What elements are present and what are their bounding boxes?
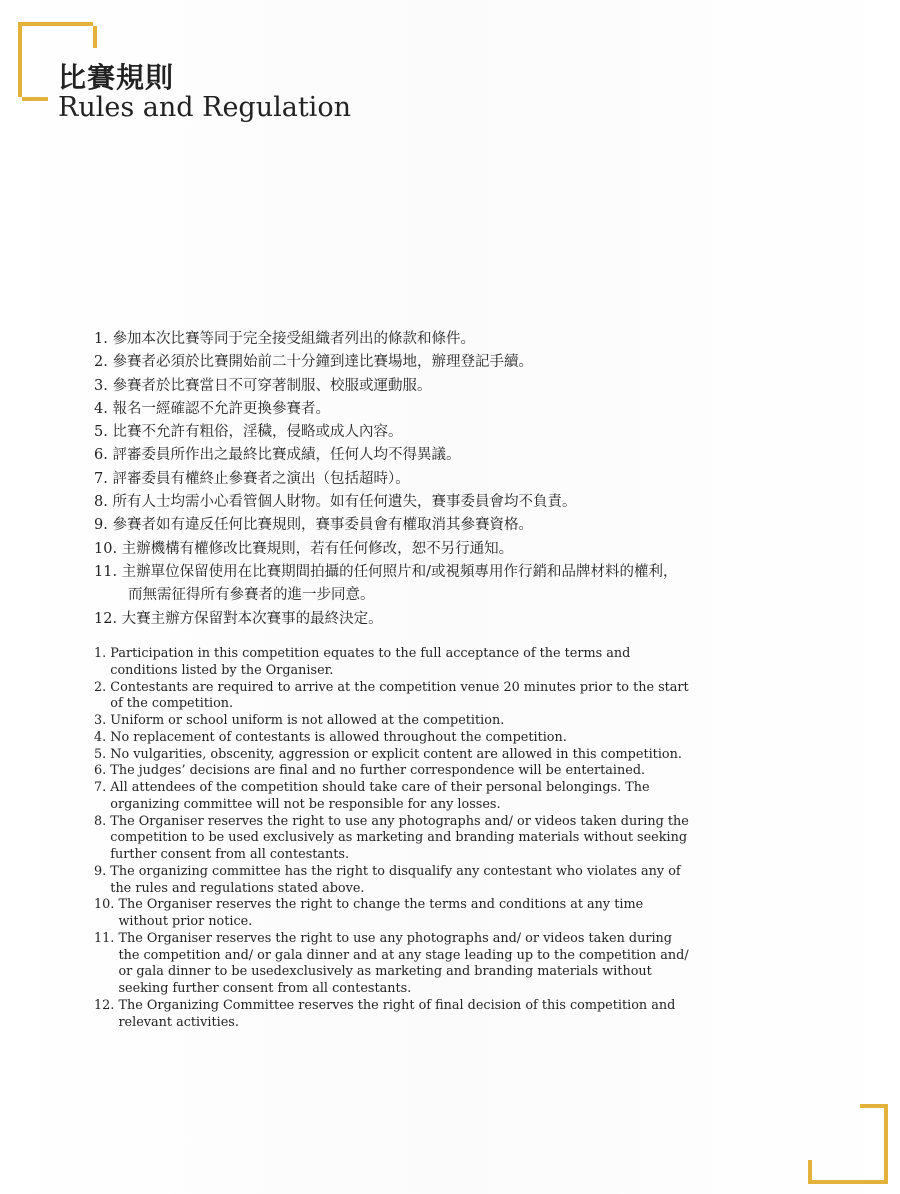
rule-number: 4.: [94, 400, 108, 417]
rule-number: 8.: [94, 494, 108, 511]
rule-zh-item: [94, 444, 854, 467]
rule-text: 主辦單位保留使用在比賽期間拍攝的任何照片和/或視頻專用作行銷和品牌材料的權利，: [121, 563, 678, 580]
rule-number: 9.: [94, 863, 107, 879]
rule-number: 10.: [94, 540, 118, 557]
rule-text: 參賽者必須於比賽開始前二十分鐘到達比賽場地，辦理登記手續。: [112, 354, 533, 371]
rule-en-item: [94, 646, 824, 680]
rule-en-item: [94, 763, 824, 780]
rule-zh-item: [94, 561, 854, 584]
page-title-english: Rules and Regulation: [58, 92, 351, 123]
rule-en-item: [94, 747, 824, 764]
rule-zh-item: [94, 421, 854, 444]
rule-number: 11.: [94, 930, 115, 946]
rule-text: 所有人士均需小心看管個人財物。如有任何遺失，賽事委員會均不負責。: [112, 494, 577, 511]
rule-zh-item: [94, 351, 854, 374]
rule-text: 評審委員所作出之最終比賽成績，任何人均不得異議。: [112, 447, 461, 464]
rule-text: 參賽者如有違反任何比賽規則，賽事委員會有權取消其參賽資格。: [112, 517, 533, 534]
rule-text-continuation: 而無需征得所有參賽者的進一步同意。: [128, 587, 375, 604]
rule-number: 1.: [94, 331, 108, 347]
rule-number: 6.: [94, 447, 108, 464]
rule-en-item: [94, 780, 824, 814]
rule-text: The judges’ decisions are final and no further correspondence will be entertained.: [110, 763, 646, 779]
rule-number: 7.: [94, 470, 108, 487]
rule-en-item: [94, 931, 824, 998]
rules-list-english: [94, 646, 824, 1031]
rule-text: The organizing committee has the right to disqualify any contestant who violates any of the rules and regulations stated above.: [110, 863, 681, 896]
rule-zh-item: [94, 608, 854, 631]
rule-text: 主辦機構有權修改比賽規則，若有任何修改，恕不另行通知。: [121, 540, 514, 557]
rule-en-item: [94, 730, 824, 747]
rule-text: 參加本次比賽等同于完全接受組織者列出的條款和條件。: [112, 331, 475, 347]
rule-text: 報名一經確認不允許更換參賽者。: [112, 400, 330, 417]
rule-en-item: [94, 680, 824, 714]
rule-en-item: [94, 814, 824, 864]
rule-en-item: [94, 713, 824, 730]
rule-text: 大賽主辦方保留對本次賽事的最終決定。: [121, 610, 383, 627]
rule-number: 9.: [94, 517, 108, 534]
rule-number: 2.: [94, 679, 107, 695]
rule-number: 6.: [94, 763, 107, 779]
rule-zh-item: [94, 514, 854, 537]
rule-number: 3.: [94, 713, 107, 728]
rule-text: Contestants are required to arrive at the competition venue 20 minutes prior to the start of the competition.: [110, 679, 689, 712]
rule-number: 3.: [94, 377, 108, 394]
rule-text: The Organizing Committee reserves the right of final decision of this competition and relevant activities.: [118, 997, 676, 1030]
rule-en-item: [94, 998, 824, 1032]
rule-zh-item: [94, 398, 854, 421]
rule-zh-item: [94, 468, 854, 491]
rule-zh-item: [94, 375, 854, 398]
rule-number: 7.: [94, 780, 107, 795]
rule-number: 2.: [94, 354, 108, 371]
rule-text: No vulgarities, obscenity, aggression or explicit content are allowed in this competition.: [110, 746, 682, 762]
rule-number: 5.: [94, 424, 108, 441]
rule-text: 評審委員有權終止參賽者之演出（包括超時）。: [112, 470, 410, 487]
rule-text: The Organiser reserves the right to use any photographs and/ or videos taken during the competition to be used exclusively as marketing and branding materials without seeking further consent from all contestants.: [110, 813, 689, 862]
rule-en-item: [94, 864, 824, 898]
rule-number: 1.: [94, 646, 107, 661]
rule-text: 參賽者於比賽當日不可穿著制服、校服或運動服。: [112, 377, 432, 394]
rule-zh-item: [94, 538, 854, 561]
rule-number: 12.: [94, 610, 118, 627]
rule-en-item: [94, 897, 824, 931]
rule-number: 5.: [94, 746, 107, 762]
rule-number: 12.: [94, 997, 115, 1013]
rule-text: All attendees of the competition should take care of their personal belongings. The organizing committee will not be responsible for any losses.: [110, 780, 650, 812]
rule-text: Participation in this competition equates to the full acceptance of the terms and conditions listed by the Organiser.: [110, 646, 631, 678]
corner-bracket-bottom-right: [808, 1104, 888, 1184]
rule-number: 8.: [94, 813, 107, 829]
rule-zh-item: [94, 491, 854, 514]
rule-text: The Organiser reserves the right to change the terms and conditions at any time without prior notice.: [118, 897, 644, 929]
rule-number: 10.: [94, 897, 115, 913]
rule-number: 11.: [94, 563, 118, 580]
page-title-chinese: 比賽規則: [58, 61, 175, 94]
rule-text: Uniform or school uniform is not allowed at the competition.: [110, 713, 505, 728]
rule-text: No replacement of contestants is allowed throughout the competition.: [110, 729, 567, 745]
rule-text: 比賽不允許有粗俗，淫穢，侵略或成人內容。: [112, 424, 403, 441]
rule-number: 4.: [94, 729, 107, 745]
rule-text: The Organiser reserves the right to use any photographs and/ or videos taken during the competition and/ or gala dinner and at any stage leading up to the competition and/ or gala dinner to be usedexclusively as marketing and branding materials without seeking further consent from all contestants.: [118, 930, 689, 996]
rules-list-chinese: [94, 328, 854, 631]
rule-zh-item: [94, 328, 854, 351]
